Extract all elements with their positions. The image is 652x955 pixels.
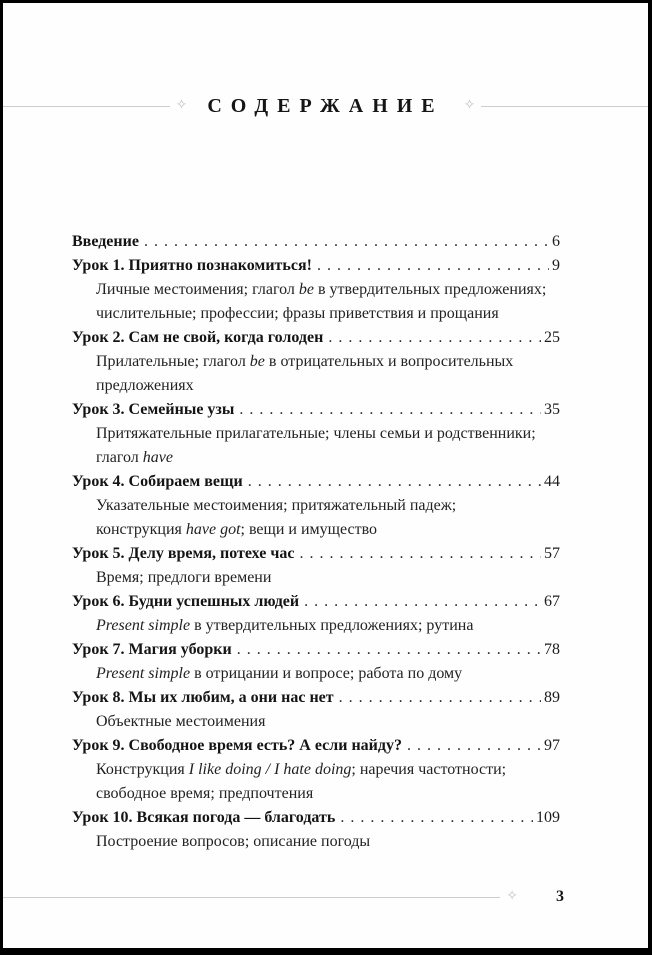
toc-entry-row [72,398,560,422]
book-page [3,3,648,948]
toc-entry [72,590,560,638]
toc-entry-title: Урок 3. Семейные узы [72,401,235,418]
toc-entry-page-number: 78 [544,641,560,658]
diamond-ornament-icon: ✧ [506,889,518,904]
toc-entry-title: Урок 4. Собираем вещи [72,473,243,490]
toc-entry-row [72,806,560,830]
toc-entry-description [72,518,560,542]
toc-entry-description [72,278,560,302]
toc-entry-description [72,494,560,518]
toc-entry-page-number: 35 [544,401,560,418]
description-text: Построение вопросов; описание погоды [96,833,371,850]
toc-entry [72,398,560,470]
dot-leader [304,590,541,614]
toc-entry [72,326,560,398]
description-term-italic: I like doing / I hate doing [188,761,352,778]
toc-entry [72,686,560,734]
toc-entry-row [72,470,560,494]
contents-header [3,92,648,120]
description-text: конструкция [96,521,186,538]
description-text: глагол [96,449,143,466]
description-text: в утвердительных предложениях; рутина [190,617,474,634]
page-footer [3,885,648,909]
dot-leader [328,326,541,350]
description-term-italic: be [249,353,265,370]
toc-entry [72,230,560,254]
toc-entry [72,806,560,854]
toc-entry-title: Урок 7. Магия уборки [72,641,232,658]
toc-entry-row [72,638,560,662]
toc-entry-row [72,734,560,758]
toc-entry-description [72,758,560,782]
description-text: Объектные местоимения [96,713,266,730]
toc-entry [72,470,560,542]
toc-entry-title: Урок 9. Свободное время есть? А если найду? [72,737,402,754]
toc-entry-description [72,566,560,590]
dot-leader [317,254,549,278]
toc-entry-description [72,302,560,326]
description-text: в утвердительных предложениях; [313,281,547,298]
toc-entry-description [72,710,560,734]
footer-rule [3,897,500,898]
page-number: 3 [556,888,564,905]
dot-leader [300,542,542,566]
description-text: Указательные местоимения; притяжательный падеж; [96,497,457,514]
toc-entry-row [72,254,560,278]
toc-entry-description [72,374,560,398]
toc-entry-row [72,326,560,350]
description-text: свободное время; предпочтения [96,785,314,802]
toc-entry-description [72,782,560,806]
description-term-italic: have got [185,521,241,538]
description-text: Притяжательные прилагательные; члены семьи и родственники; [96,425,536,442]
toc-entry-page-number: 67 [544,593,560,610]
toc-entry [72,638,560,686]
dot-leader [144,230,549,254]
description-term-italic: be [298,281,314,298]
description-text: в отрицании и вопросе; работа по дому [190,665,463,682]
description-term-italic: Present simple [96,665,191,682]
toc-entry-page-number: 44 [544,473,560,490]
diamond-ornament-icon: ✧ [463,98,476,113]
description-text: Конструкция [96,761,189,778]
toc-entry-title: Урок 6. Будни успешных людей [72,593,300,610]
toc-entry-page-number: 9 [552,257,560,274]
description-text: ; вещи и имущество [240,521,378,538]
description-term-italic: have [142,449,173,466]
description-text: числительные; профессии; фразы приветствия и прощания [96,305,499,322]
dot-leader [248,470,541,494]
table-of-contents [72,230,560,854]
toc-entry-row [72,590,560,614]
toc-entry-page-number: 109 [536,809,560,826]
header-rule-right [481,106,648,107]
toc-entry-description [72,350,560,374]
toc-entry [72,734,560,806]
dot-leader [407,734,541,758]
toc-entry-page-number: 89 [544,689,560,706]
toc-entry-row [72,230,560,254]
toc-entry-description [72,830,560,854]
toc-entry-description [72,662,560,686]
toc-entry-row [72,542,560,566]
toc-entry-title: Введение [72,233,139,250]
dot-leader [339,686,541,710]
dot-leader [239,398,541,422]
toc-entry [72,542,560,590]
dot-leader [340,806,533,830]
description-text: Прилательные; глагол [96,353,250,370]
dot-leader [237,638,541,662]
toc-entry-title: Урок 2. Сам не свой, когда голоден [72,329,324,346]
description-text: ; наречия частотности; [351,761,507,778]
description-text: Время; предлоги времени [96,569,272,586]
diamond-ornament-icon: ✧ [175,98,188,113]
toc-entry-page-number: 57 [544,545,560,562]
description-text: предложениях [96,377,194,394]
description-text: в отрицательных и вопросительных [264,353,514,370]
page-title: СОДЕРЖАНИЕ [207,94,444,117]
toc-entry-description [72,422,560,446]
toc-entry-description [72,614,560,638]
toc-entry-description [72,446,560,470]
toc-entry-title: Урок 10. Всякая погода — благодать [72,809,336,826]
description-text: Личные местоимения; глагол [96,281,299,298]
toc-entry-title: Урок 1. Приятно познакомиться! [72,257,312,274]
toc-entry-title: Урок 5. Делу время, потехе час [72,545,295,562]
toc-entry-page-number: 97 [544,737,560,754]
toc-entry [72,254,560,326]
header-rule-left [3,106,170,107]
description-term-italic: Present simple [96,617,191,634]
toc-entry-page-number: 25 [544,329,560,346]
toc-entry-title: Урок 8. Мы их любим, а они нас нет [72,689,334,706]
toc-entry-row [72,686,560,710]
toc-entry-page-number: 6 [552,233,560,250]
